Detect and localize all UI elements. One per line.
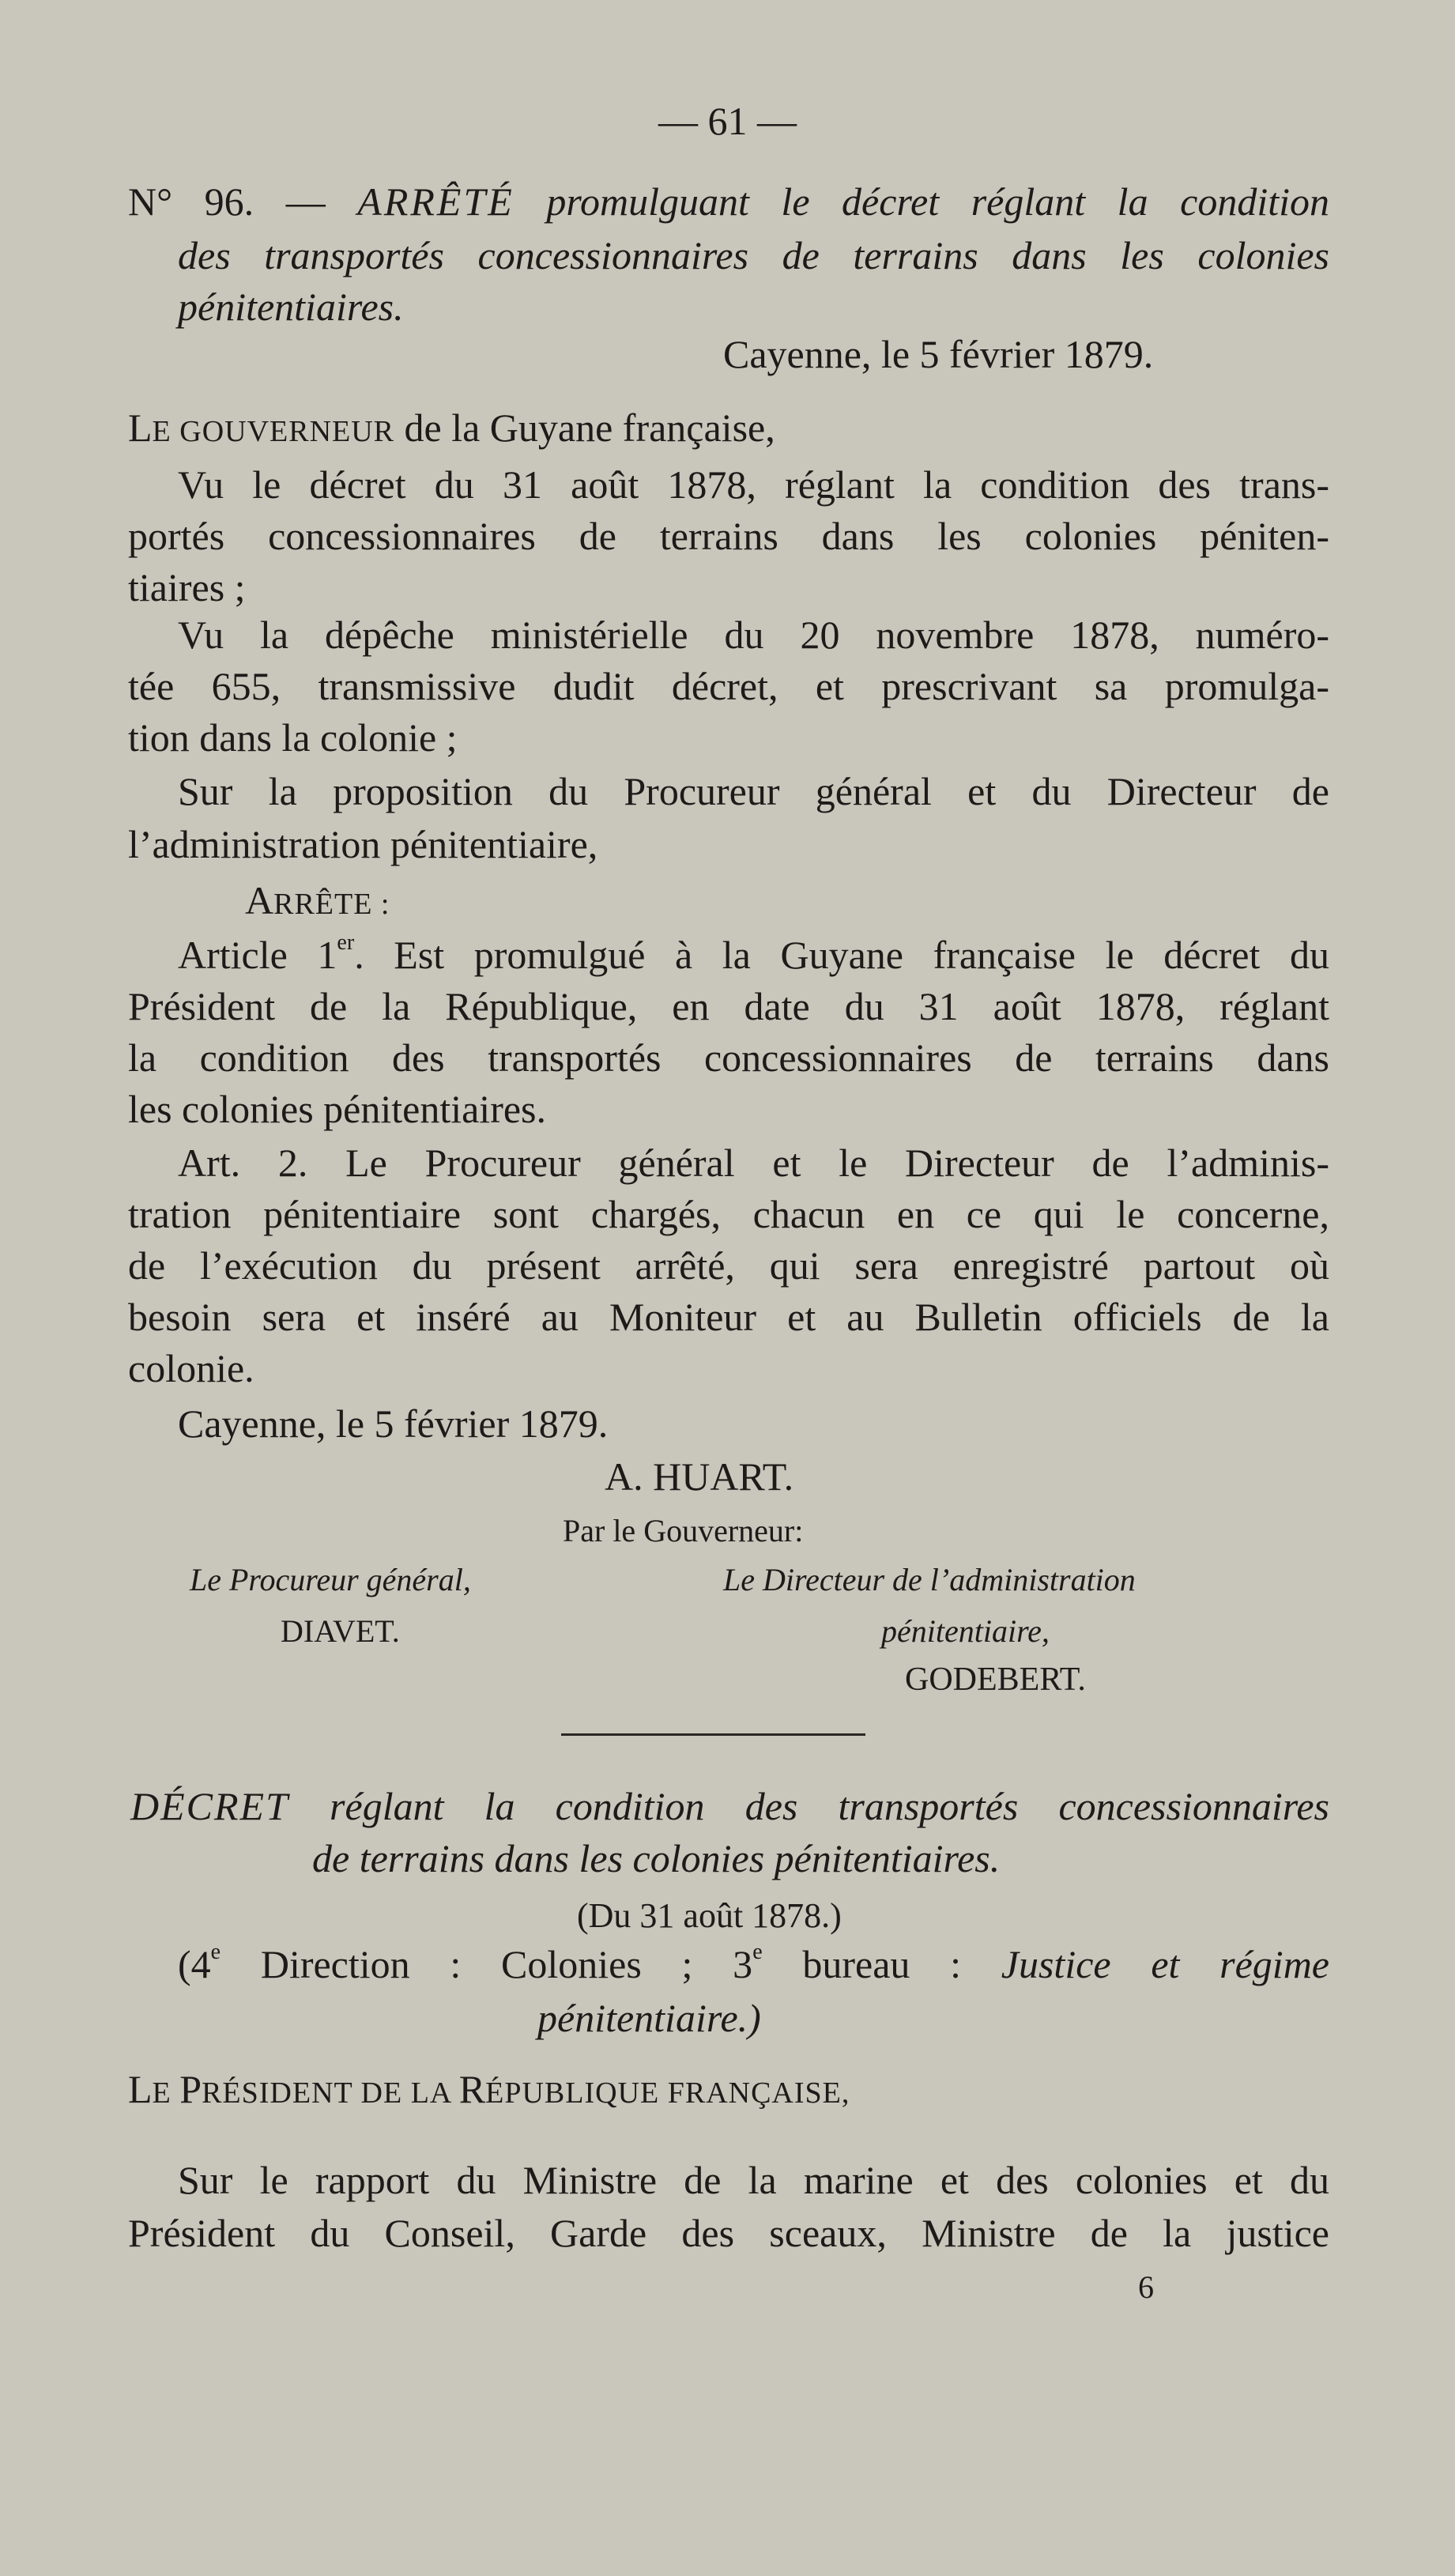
by-governor: Par le Gouverneur: <box>563 1513 804 1548</box>
article-1-line-2: Président de la République, en date du 31 août 1878, réglant <box>128 984 1329 1028</box>
right-signatory-title-2: pénitentiaire, <box>881 1613 1050 1649</box>
vu2-line-3: tion dans la colonie ; <box>128 715 458 760</box>
right-signatory-title-1: Le Directeur de l’administration <box>723 1562 1136 1597</box>
vu1-line-1: Vu le décret du 31 août 1878, réglant la condition des trans- <box>178 462 1329 507</box>
entry-keyword: ARRÊTÉ <box>357 179 515 224</box>
article-2-line-3: de l’exécution du présent arrêté, qui sera enregistré partout où <box>128 1243 1329 1288</box>
article-2-line-5: colonie. <box>128 1346 254 1390</box>
signature-mark: 6 <box>1138 2269 1154 2305</box>
left-signatory-name: DIAVET. <box>281 1613 400 1649</box>
vu1-line-3: tiaires ; <box>128 565 246 609</box>
section-divider <box>561 1733 865 1736</box>
left-signatory-title: Le Procureur général, <box>190 1562 471 1597</box>
article-1-line-1: Article 1er. Est promulgué à la Guyane française le décret du <box>178 930 1329 977</box>
entry-number: N° 96. — <box>128 179 358 224</box>
page-number: — 61 — <box>658 99 797 143</box>
article-2-line-4: besoin sera et inséré au Moniteur et au Bulletin officiels de la <box>128 1295 1329 1339</box>
article-2-line-1: Art. 2. Le Procureur général et le Directeur de l’adminis- <box>178 1141 1329 1185</box>
decree-direction-line-2: pénitentiaire.) <box>537 1996 761 2040</box>
decree-direction-line-1: (4e Direction : Colonies ; 3e bureau : Justice et régime <box>178 1940 1330 1986</box>
decree-rapport-line-1: Sur le rapport du Ministre de la marine et des colonies et du <box>178 2158 1329 2202</box>
closing-date: Cayenne, le 5 février 1879. <box>178 1401 609 1446</box>
decree-president: LE PRÉSIDENT DE LA RÉPUBLIQUE FRANÇAISE, <box>128 2067 850 2111</box>
arrete-heading: ARRÊTE : <box>245 878 390 922</box>
entry-title-line-1 <box>128 175 1329 228</box>
entry-place-date: Cayenne, le 5 février 1879. <box>723 332 1154 376</box>
signature-huart: A. HUART. <box>605 1454 794 1499</box>
decree-title-line-1: DÉCRET réglant la condition des transportés concessionnaires <box>130 1784 1329 1828</box>
entry-title-line-2: des transportés concessionnaires de terrains dans les colonies <box>178 233 1329 277</box>
entry-title-line-3: pénitentiaires. <box>178 285 404 329</box>
sur-line-1: Sur la proposition du Procureur général et du Directeur de <box>178 769 1329 813</box>
article-1-line-4: les colonies pénitentiaires. <box>128 1087 547 1131</box>
vu2-line-1: Vu la dépêche ministérielle du 20 novembre 1878, numéro- <box>178 613 1329 657</box>
article-1-line-3: la condition des transportés concessionnaires de terrains dans <box>128 1035 1329 1080</box>
sur-line-2: l’administration pénitentiaire, <box>128 822 598 866</box>
vu2-line-2: tée 655, transmissive dudit décret, et prescrivant sa promulga- <box>128 664 1329 708</box>
vu1-line-2: portés concessionnaires de terrains dans les colonies péniten- <box>128 514 1329 558</box>
decree-title-line-2: de terrains dans les colonies pénitentiaires. <box>312 1836 1001 1880</box>
decree-date: (Du 31 août 1878.) <box>577 1896 842 1935</box>
right-signatory-name: GODEBERT. <box>905 1661 1086 1698</box>
entry-title-rest: promulguant le décret réglant la condition <box>514 179 1329 224</box>
decree-rapport-line-2: Président du Conseil, Garde des sceaux, Ministre de la justice <box>128 2211 1329 2255</box>
article-2-line-2: tration pénitentiaire sont chargés, chacun en ce qui le concerne, <box>128 1192 1329 1236</box>
entry-governor: LE GOUVERNEUR de la Guyane française, <box>128 405 775 450</box>
